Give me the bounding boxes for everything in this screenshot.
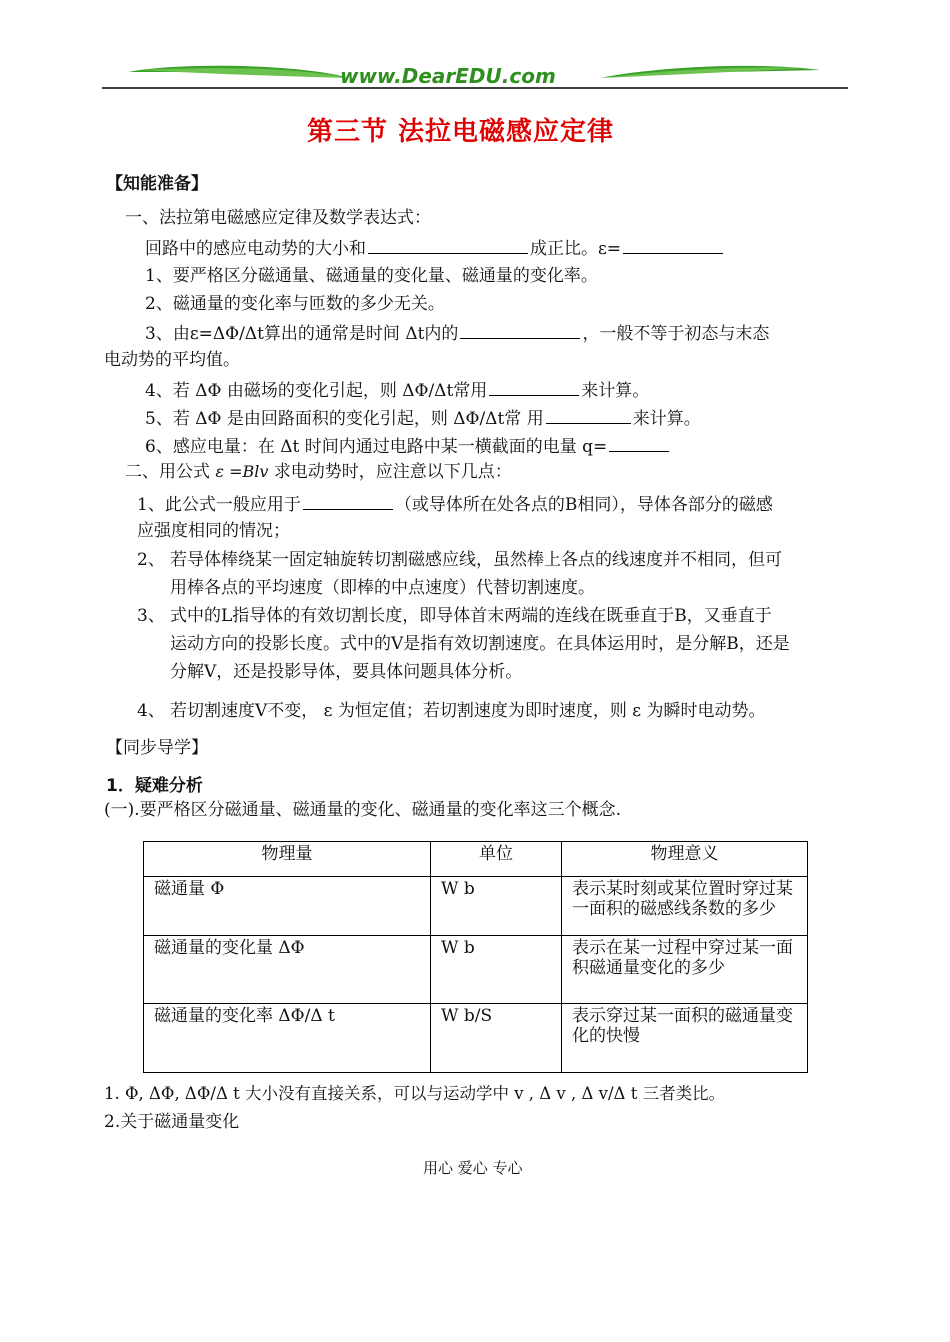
- part1-item5-text-a: 5、若 ΔΦ 是由回路面积的变化引起，则 ΔΦ/Δt常 用: [145, 409, 544, 429]
- cell-meaning: 表示穿过某一面积的磁通量变化的快慢: [562, 1004, 808, 1073]
- table-row: [144, 1004, 808, 1073]
- cell-unit: W b/S: [431, 1004, 562, 1073]
- answer-blank[interactable]: [368, 236, 528, 254]
- part1-item3-cont: 电动势的平均值。: [104, 350, 240, 370]
- part2-item1-text-b: （或导体所在处各点的B相同），导体各部分的磁感: [394, 495, 773, 515]
- part1-item5: [145, 406, 701, 430]
- part1-line1-text-b: 成正比。ε=: [530, 239, 622, 259]
- part1-item6-text-a: 6、感应电量：在 Δt 时间内通过电路中某一横截面的电量 q=: [145, 437, 608, 457]
- part1-item3-text-b: ，一般不等于初态与末态: [582, 324, 770, 344]
- part2-item2-line2: 用棒各点的平均速度（即棒的中点速度）代替切割速度。: [170, 578, 595, 598]
- subheading-difficulty-analysis: 1．疑难分析: [106, 776, 203, 796]
- part1-heading: 一、法拉第电磁感应定律及数学表达式：: [125, 208, 431, 228]
- part2-item1-cont: 应强度相同的情况；: [137, 521, 290, 541]
- part1-item3-text-a: 3、由ε=ΔΦ/Δt算出的通常是时间 Δt内的: [145, 324, 459, 344]
- note-2: 2.关于磁通量变化: [104, 1112, 240, 1132]
- answer-blank[interactable]: [546, 406, 631, 424]
- cell-meaning: 表示在某一过程中穿过某一面积磁通量变化的多少: [562, 936, 808, 1004]
- part2-heading: [125, 461, 512, 483]
- answer-blank[interactable]: [489, 378, 579, 396]
- cell-quantity: 磁通量 Φ: [144, 877, 431, 936]
- cell-unit: W b: [431, 936, 562, 1004]
- part2-item2-num: 2、: [137, 550, 165, 570]
- cell-quantity: 磁通量的变化率 ΔΦ/Δ t: [144, 1004, 431, 1073]
- formula-emf: ε =Blv: [215, 462, 269, 481]
- part2-heading-text-a: 二、用公式: [125, 462, 210, 482]
- part1-item2: 2、磁通量的变化率与匝数的多少无关。: [145, 294, 445, 314]
- table-row: [144, 936, 808, 1004]
- note-1: 1. Φ, ΔΦ, ΔΦ/Δ t 大小没有直接关系，可以与运动学中 v , Δ v , Δ v/Δ t 三者类比。: [104, 1084, 726, 1103]
- answer-blank[interactable]: [460, 321, 580, 339]
- part2-item3-line3: 分解V，还是投影导体，要具体问题具体分析。: [170, 662, 523, 682]
- part1-item5-text-b: 来计算。: [632, 409, 701, 429]
- part1-item3: [145, 321, 769, 345]
- subsection-intro: (一).要严格区分磁通量、磁通量的变化、磁通量的变化率这三个概念.: [104, 800, 622, 820]
- part2-heading-text-b: 求电动势时，应注意以下几点：: [273, 462, 512, 482]
- page-title: 第三节 法拉电磁感应定律: [307, 117, 615, 147]
- part2-item1: [137, 492, 773, 516]
- column-header-unit: 单位: [431, 842, 562, 877]
- table-row: [144, 877, 808, 936]
- part2-item3-num: 3、: [137, 606, 165, 626]
- column-header-meaning: 物理意义: [562, 842, 808, 877]
- cell-meaning: 表示某时刻或某位置时穿过某一面积的磁感线条数的多少: [562, 877, 808, 936]
- part2-item1-text-a: 1、此公式一般应用于: [137, 495, 301, 515]
- answer-blank[interactable]: [623, 236, 723, 254]
- part2-item2-line1: 若导体棒绕某一固定轴旋转切割磁感应线，虽然棒上各点的线速度并不相同，但可: [170, 550, 782, 570]
- part1-item4-text-a: 4、若 ΔΦ 由磁场的变化引起，则 ΔΦ/Δt常用: [145, 381, 488, 401]
- part1-item4-text-b: 来计算。: [581, 381, 650, 401]
- cell-quantity: 磁通量的变化量 ΔΦ: [144, 936, 431, 1004]
- answer-blank[interactable]: [609, 434, 669, 452]
- part2-item3-line2: 运动方向的投影长度。式中的V是指有效切割速度。在具体运用时，是分解B，还是: [170, 634, 790, 654]
- site-logo-text[interactable]: www.DearEDU.com: [340, 64, 556, 88]
- cell-unit: W b: [431, 877, 562, 936]
- answer-blank[interactable]: [303, 492, 393, 510]
- section-heading-guide: 【同步导学】: [106, 738, 208, 758]
- page-footer: 用心 爱心 专心: [423, 1159, 523, 1177]
- part1-item4: [145, 378, 649, 402]
- part2-item4-num: 4、: [137, 701, 165, 721]
- part1-line1: [145, 236, 725, 260]
- part2-item4-line1: 若切割速度V不变， ε 为恒定值；若切割速度为即时速度，则 ε 为瞬时电动势。: [170, 701, 766, 721]
- table-header-row: [144, 842, 808, 877]
- column-header-quantity: 物理量: [144, 842, 431, 877]
- part1-item6: [145, 434, 671, 458]
- part1-item1: 1、要严格区分磁通量、磁通量的变化量、磁通量的变化率。: [145, 266, 598, 286]
- physics-quantities-table: [143, 841, 808, 1073]
- part1-line1-text-a: 回路中的感应电动势的大小和: [145, 239, 366, 259]
- part2-item3-line1: 式中的L指导体的有效切割长度，即导体首末两端的连线在既垂直于B，又垂直于: [170, 606, 772, 626]
- section-heading-preparation: 【知能准备】: [106, 174, 208, 194]
